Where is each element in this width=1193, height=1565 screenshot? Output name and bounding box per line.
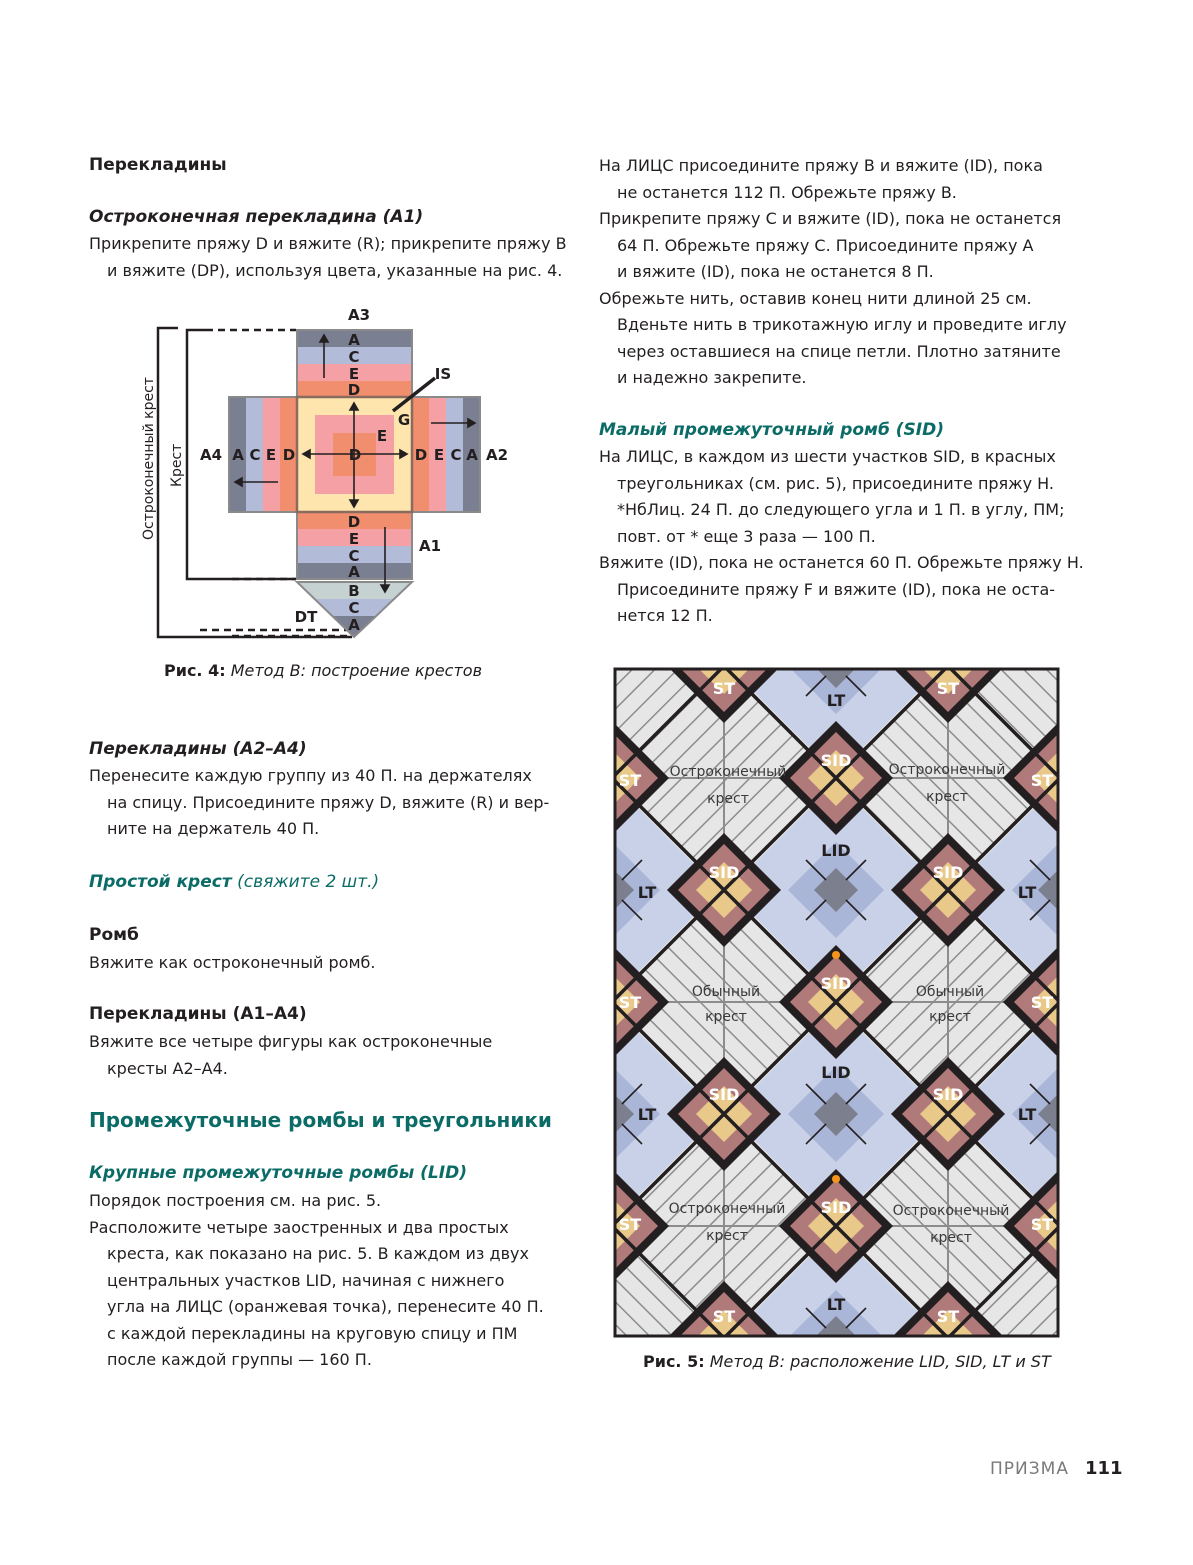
subsection-title-sid: Малый промежуточный ромб (SID)	[599, 420, 944, 440]
svg-text:крест: крест	[706, 1228, 748, 1244]
svg-text:C: C	[249, 446, 261, 464]
svg-text:B: B	[348, 582, 360, 600]
svg-text:G: G	[397, 411, 411, 429]
svg-text:крест: крест	[929, 1009, 971, 1025]
svg-text:Остроконечный: Остроконечный	[892, 1203, 1010, 1219]
svg-text:ST: ST	[712, 1307, 736, 1326]
svg-text:Остроконечный: Остроконечный	[668, 1201, 786, 1217]
label-is: IS	[434, 365, 452, 383]
svg-text:ST: ST	[618, 1215, 642, 1234]
svg-text:ST: ST	[936, 1307, 960, 1326]
svg-text:Остроконечный: Остроконечный	[669, 764, 787, 780]
svg-text:C: C	[348, 547, 360, 565]
svg-text:SID: SID	[708, 1085, 740, 1104]
svg-text:D: D	[347, 381, 361, 399]
svg-text:ST: ST	[1030, 771, 1054, 790]
svg-text:SID: SID	[820, 1198, 852, 1217]
svg-text:A: A	[348, 563, 360, 581]
paragraph-crossbars-a1-a4: Вяжите все четыре фигуры как остроконечные кресты A2–A4.	[89, 1032, 493, 1078]
svg-text:ST: ST	[618, 993, 642, 1012]
svg-text:A: A	[466, 446, 478, 464]
figure-4-caption: Рис. 4: Метод B: построение крестов	[164, 661, 483, 680]
svg-text:крест: крест	[926, 789, 968, 805]
paragraph-lid: Порядок построения см. на рис. 5. Расположите четыре заостренных и два простых креста, как показано на рис. 5. В каждом из двух центральных участков LID, начиная с нижнего угла на ЛИЦС (оранжевая точка), перенесите 40 П. с каждой перекладины на круговую спицу и ПМ после каждой группы — 160 П.	[89, 1191, 544, 1369]
svg-text:LID: LID	[821, 1063, 851, 1082]
paragraph-continued: На ЛИЦС присоедините пряжу B и вяжите (ID), пока не останется 112 П. Обрежьте пряжу B. Прикрепите пряжу C и вяжите (ID), пока не останется 64 П. Обрежьте пряжу C. Присоедините пряжу A и вяжите (ID), пока не останется 8 П. Обрежьте нить, оставив конец нити длиной 25 см. Вденьте нить в трикотажную иглу и проведите иглу через оставшиеся на спице петли. Плотно затяните и надежно закрепите.	[599, 156, 1067, 387]
svg-text:ST: ST	[712, 679, 736, 698]
svg-text:ST: ST	[1030, 993, 1054, 1012]
paragraph-rhombus: Вяжите как остроконечный ромб.	[89, 953, 376, 972]
svg-text:Обычный: Обычный	[915, 984, 985, 1000]
svg-text:D: D	[282, 446, 296, 464]
svg-text:C: C	[348, 599, 360, 617]
figure-5-caption: Рис. 5: Метод B: расположение LID, SID, LT и ST	[643, 1352, 1051, 1371]
svg-text:E: E	[348, 365, 360, 383]
orange-dot-marker	[832, 1175, 840, 1183]
svg-text:ST: ST	[618, 771, 642, 790]
subsection-title-crossbars-a2-a4: Перекладины (A2–A4)	[89, 739, 307, 759]
svg-text:SID: SID	[932, 1085, 964, 1104]
subsection-title-crossbars-a1-a4: Перекладины (A1–A4)	[89, 1004, 307, 1024]
label-cross: Крест	[169, 443, 185, 487]
svg-text:ST: ST	[936, 679, 960, 698]
svg-text:SID: SID	[708, 863, 740, 882]
subsection-title-lid: Крупные промежуточные ромбы (LID)	[89, 1163, 467, 1183]
svg-text:крест: крест	[705, 1009, 747, 1025]
svg-text:Остроконечный: Остроконечный	[888, 762, 1006, 778]
section-title-intermediate: Промежуточные ромбы и треугольники	[89, 1108, 552, 1132]
figure-5-layout-diagram	[612, 666, 1060, 1338]
text-line: Прикрепите пряжу D и вяжите (R); прикрепите пряжу B	[89, 234, 567, 253]
svg-text:E: E	[265, 446, 277, 464]
paragraph-pointed-crossbar	[89, 231, 567, 284]
svg-text:E: E	[433, 446, 445, 464]
orange-dot-marker	[832, 951, 840, 959]
label-dt: DT	[294, 608, 318, 626]
svg-text:E: E	[376, 427, 388, 445]
label-a3: A3	[347, 306, 371, 324]
label-a1: A1	[418, 537, 442, 555]
svg-text:E: E	[348, 530, 360, 548]
footer-magazine-name: ПРИЗМА	[990, 1459, 1069, 1479]
svg-text:LID: LID	[821, 841, 851, 860]
svg-text:C: C	[348, 348, 360, 366]
svg-text:SID: SID	[932, 863, 964, 882]
label-pointed-cross: Остроконечный крест	[141, 377, 157, 540]
svg-text:C: C	[450, 446, 462, 464]
svg-text:крест: крест	[930, 1230, 972, 1246]
text-line: и вяжите (DP), используя цвета, указанные на рис. 4.	[107, 260, 563, 280]
subsection-title-rhombus: Ромб	[89, 925, 139, 945]
svg-text:SID: SID	[820, 751, 852, 770]
svg-text:LT: LT	[637, 1105, 657, 1124]
svg-text:LT: LT	[1017, 883, 1037, 902]
svg-text:D: D	[414, 446, 428, 464]
svg-text:Обычный: Обычный	[691, 984, 761, 1000]
svg-text:A: A	[348, 616, 360, 634]
svg-text:A: A	[232, 446, 244, 464]
paragraph-sid: На ЛИЦС, в каждом из шести участков SID, в красных треугольниках (см. рис. 5), присоедините пряжу H. *НбЛиц. 24 П. до следующего угла и 1 П. в углу, ПМ; повт. от * еще 3 раза — 100 П. Вяжите (ID), пока не останется 60 П. Обрежьте пряжу H. Присоедините пряжу F и вяжите (ID), пока не оста- нется 12 П.	[599, 447, 1084, 625]
label-a4: A4	[199, 446, 223, 464]
svg-text:крест: крест	[707, 791, 749, 807]
svg-text:D: D	[347, 513, 361, 531]
label-a2: A2	[485, 446, 509, 464]
svg-text:LT: LT	[1017, 1105, 1037, 1124]
subsection-title-pointed-crossbar: Остроконечная перекладина (A1)	[89, 207, 424, 227]
svg-text:A: A	[348, 331, 360, 349]
paragraph-crossbars-a2-a4: Перенесите каждую группу из 40 П. на держателях на спицу. Присоедините пряжу D, вяжите (R) и вер- ните на держатель 40 П.	[89, 766, 550, 838]
svg-text:D: D	[348, 446, 362, 464]
svg-text:SID: SID	[820, 974, 852, 993]
section-title-plain-cross: Простой крест (свяжите 2 шт.)	[89, 872, 380, 892]
svg-text:LT: LT	[826, 691, 846, 710]
figure-4-cross-diagram	[130, 300, 530, 650]
svg-text:LT: LT	[826, 1295, 846, 1314]
page-number: 111	[1085, 1458, 1123, 1479]
svg-text:LT: LT	[637, 883, 657, 902]
svg-text:ST: ST	[1030, 1215, 1054, 1234]
section-title-crossbars: Перекладины	[89, 155, 227, 175]
